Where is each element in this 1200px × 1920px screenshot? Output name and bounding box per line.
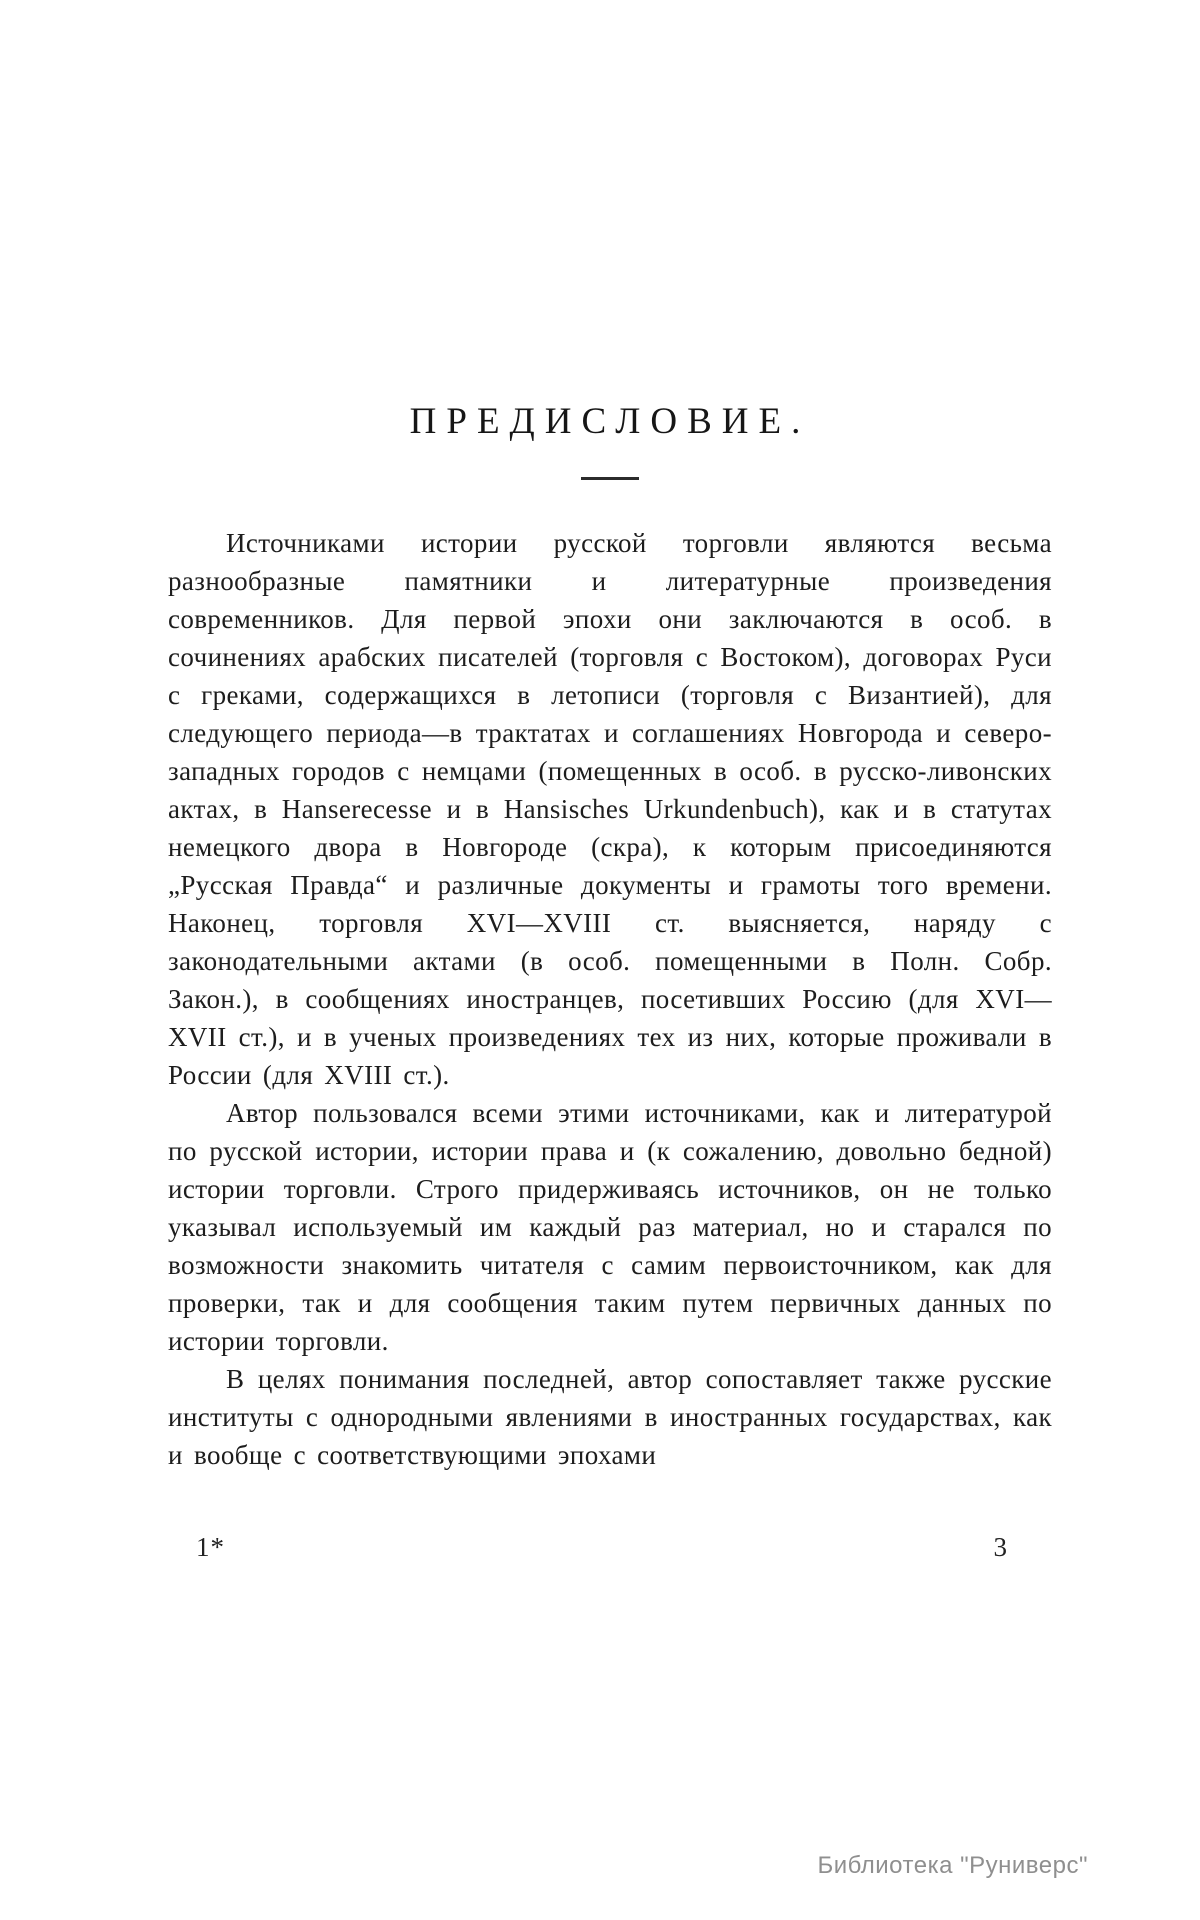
signature-mark: 1* bbox=[196, 1532, 225, 1562]
paragraph-3: В целях понимания последней, автор сопоставляет также русские институты с однородными явлениями в иностранных государствах, как и вообще с соответствующими эпохами bbox=[168, 1364, 1052, 1470]
title-divider bbox=[581, 477, 639, 480]
library-watermark: Библиотека "Руниверс" bbox=[817, 1852, 1088, 1879]
paragraph-1: Источниками истории русской торговли являются весьма разнообразные памятники и литературные произведения современников. Для первой эпохи они заключаются в особ. в сочинениях арабских писателей (торговля с Востоком), договорах Руси с греками, содержащихся в летописи (торговля с Византией), для следующего периода—в трактатах и соглашениях Новгорода и северо-западных городов с немцами (помещенных в особ. в русско-ливонских актах, в Hanserecesse и в Hansisches Urkundenbuch), как и в статутах немецкого двора в Новгороде (скра), к которым присоединяются „Русская Правда“ и различные документы и грамоты того времени. Наконец, торговля XVI—XVIII ст. выясняется, наряду с законодательными актами (в особ. помещенными в Полн. Собр. Закон.), в сообщениях иностранцев, посетивших Россию (для XVI—XVII ст.), и в ученых произведениях тех из них, которые проживали в России (для XVIII ст.). bbox=[168, 528, 1052, 1090]
page-title: ПРЕДИСЛОВИЕ. bbox=[409, 401, 811, 442]
page-footer bbox=[168, 1532, 1052, 1563]
paragraph-2: Автор пользовался всеми этими источниками, как и литературой по русской истории, истории права и (к сожалению, довольно бедной) истории торговли. Строго придерживаясь источников, он не только указывал используемый им каждый раз материал, но и старался по возможности знакомить читателя с самим первоисточником, как для проверки, так и для сообщения таким путем первичных данных по истории торговли. bbox=[168, 1098, 1052, 1356]
text-block bbox=[168, 400, 1052, 1563]
page-number: 3 bbox=[993, 1532, 1008, 1562]
